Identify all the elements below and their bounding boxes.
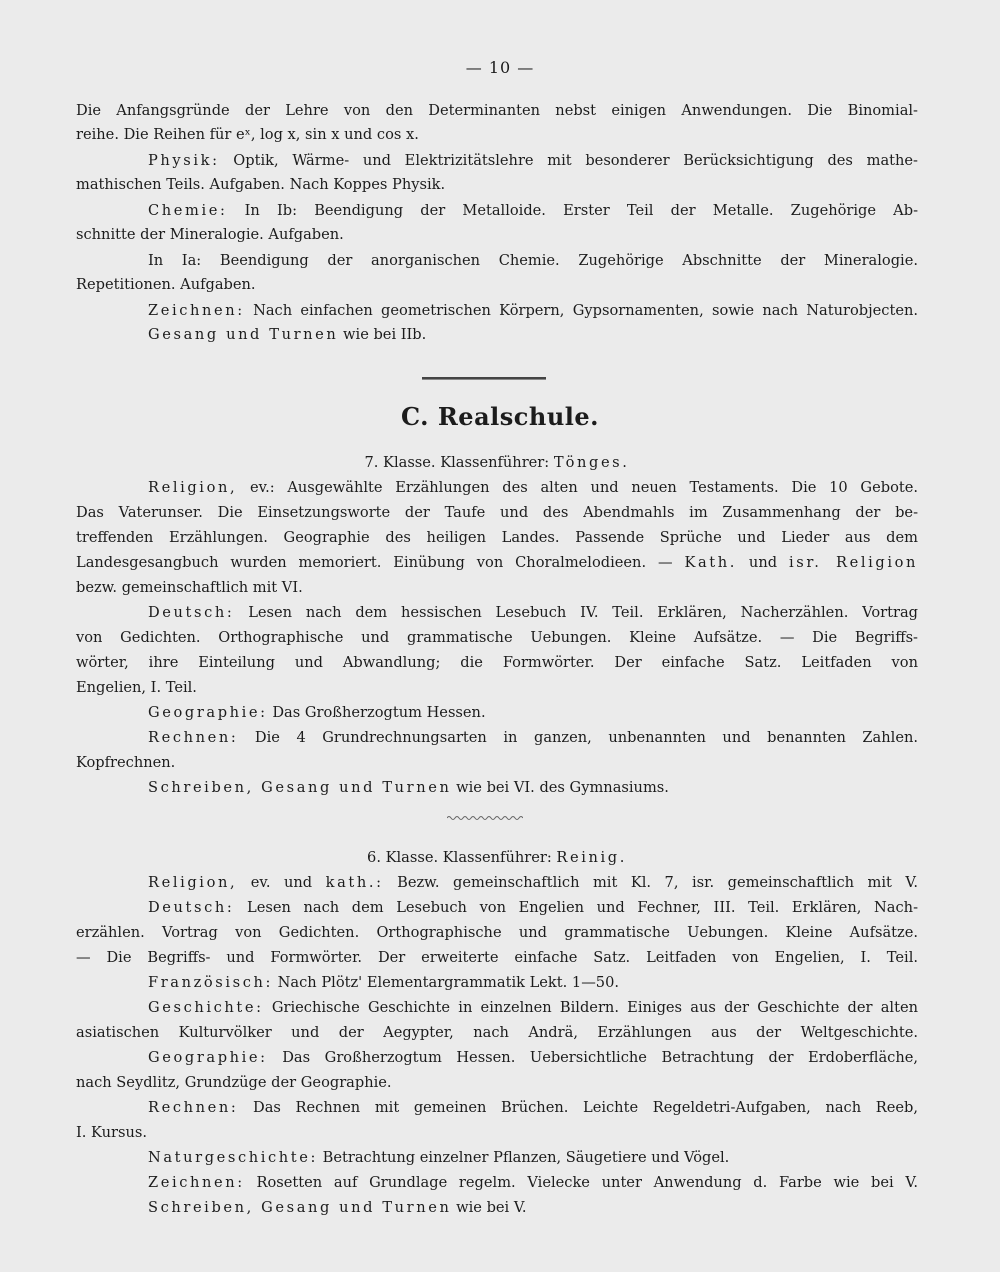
class-heading: [76, 847, 918, 869]
text-fragment: Griechische Geschichte in einzelnen Bildern. Einiges aus der Geschichte der alten: [271, 999, 918, 1016]
text-line: Engelien, I. Teil.: [76, 679, 197, 696]
text-fragment: und: [748, 554, 778, 571]
subject-label: Religion,: [148, 479, 238, 496]
text-fragment: wie bei VI. des Gymnasiums.: [456, 779, 669, 796]
geschichte-paragraph: [148, 997, 918, 1019]
text-fragment: Kath.: [684, 554, 738, 571]
text-line: treffenden Erzählungen. Geographie des heiligen Landes. Passende Sprüche und Lieder aus dem: [76, 529, 918, 546]
section-title: C. Realschule.: [400, 402, 600, 431]
text-fragment: kath.:: [325, 874, 384, 891]
text-fragment: Das Großherzogtum Hessen.: [272, 704, 486, 721]
text-fragment: In Ib: Beendigung der Metalloide. Erster Teil der Metalle. Zugehörige Ab-: [244, 202, 918, 219]
text-fragment: Landesgesangbuch wurden memoriert. Einübung von Choralmelodieen. —: [76, 554, 673, 571]
chemie-paragraph: [148, 200, 918, 222]
zeichnen-paragraph: [148, 1172, 918, 1194]
subject-label: Chemie:: [148, 202, 228, 219]
text-line: nach Seydlitz, Grundzüge der Geographie.: [76, 1074, 392, 1091]
text-fragment: Optik, Wärme- und Elektrizitätslehre mit besonderer Berücksichtigung des mathe-: [233, 152, 918, 169]
text-line: bezw. gemeinschaftlich mit VI.: [76, 579, 303, 596]
class-heading: [76, 452, 918, 474]
gesang-paragraph: [148, 324, 918, 346]
subject-label: Religion,: [148, 874, 238, 891]
subject-label: Deutsch:: [148, 604, 235, 621]
text-fragment: wie bei IIb.: [343, 326, 427, 343]
text-line: I. Kursus.: [76, 1124, 148, 1141]
naturgeschichte-paragraph: [148, 1147, 918, 1169]
text-fragment: Die 4 Grundrechnungsarten in ganzen, unbenannten und benannten Zahlen.: [254, 729, 918, 746]
subject-label: Schreiben, Gesang und Turnen: [148, 1199, 452, 1216]
rechnen-paragraph: [148, 727, 918, 749]
text-line: Kopfrechnen.: [76, 754, 176, 771]
text-fragment: wie bei V.: [456, 1199, 527, 1216]
text-line: In Ia: Beendigung der anorganischen Chemie. Zugehörige Abschnitte der Mineralogie.: [148, 252, 918, 269]
class-heading-text: 6. Klasse. Klassenführer:: [367, 849, 552, 866]
text-fragment: Betrachtung einzelner Pflanzen, Säugetiere und Vögel.: [322, 1149, 730, 1166]
text-line: erzählen. Vortrag von Gedichten. Orthographische und grammatische Uebungen. Kleine Aufsätze.: [76, 924, 918, 941]
subject-label: Naturgeschichte:: [148, 1149, 319, 1166]
text-fragment: Bezw. gemeinschaftlich mit Kl. 7, isr. gemeinschaftlich mit V.: [397, 874, 919, 891]
schreiben-paragraph: [148, 1197, 918, 1219]
franzoesisch-paragraph: [148, 972, 918, 994]
deutsch-paragraph: [148, 897, 918, 919]
class-heading-text: 7. Klasse. Klassenführer:: [364, 454, 550, 471]
section-divider: [422, 377, 546, 380]
subject-label: Geschichte:: [148, 999, 264, 1016]
text-line: [76, 552, 918, 574]
subject-label: Zeichnen:: [148, 1174, 245, 1191]
text-line: schnitte der Mineralogie. Aufgaben.: [76, 226, 344, 243]
religion-paragraph: [148, 477, 918, 499]
text-fragment: Nach Plötz' Elementargrammatik Lekt. 1—50.: [277, 974, 619, 991]
text-line: asiatischen Kulturvölker und der Aegypter, nach Andrä, Erzählungen aus der Weltgeschichte.: [76, 1024, 918, 1041]
subject-label: Geographie:: [148, 1049, 268, 1066]
text-fragment: Das Großherzogtum Hessen. Uebersichtliche Betrachtung der Erdoberfläche,: [282, 1049, 919, 1066]
text-fragment: Lesen nach dem Lesebuch von Engelien und Fechner, III. Teil. Erklären, Nach-: [247, 899, 919, 916]
zeichnen-paragraph: [148, 300, 918, 322]
subject-label: Deutsch:: [148, 899, 235, 916]
text-fragment: Das Rechnen mit gemeinen Brüchen. Leichte Regeldetri-Aufgaben, nach Reeb,: [253, 1099, 919, 1116]
text-line: Repetitionen. Aufgaben.: [76, 276, 256, 293]
geographie-paragraph: [148, 1047, 918, 1069]
text-line: mathischen Teils. Aufgaben. Nach Koppes Physik.: [76, 176, 446, 193]
text-fragment: Nach einfachen geometrischen Körpern, Gypsornamenten, sowie nach Naturobjecten.: [253, 302, 918, 319]
rechnen-paragraph: [148, 1097, 918, 1119]
deutsch-paragraph: [148, 602, 918, 624]
physik-paragraph: [148, 150, 918, 172]
religion-paragraph: [148, 872, 918, 894]
text-fragment: ev.: Ausgewählte Erzählungen des alten und neuen Testaments. Die 10 Gebote.: [249, 479, 918, 496]
subject-label: Zeichnen:: [148, 302, 245, 319]
page-number: — 10 —: [465, 58, 535, 77]
text-line: wörter, ihre Einteilung und Abwandlung; die Formwörter. Der einfache Satz. Leitfaden von: [76, 654, 918, 671]
class-teacher: Reinig.: [556, 849, 627, 866]
schreiben-paragraph: [148, 777, 918, 799]
subject-label: Geographie:: [148, 704, 268, 721]
text-fragment: ev. und: [250, 874, 313, 891]
class-teacher: Tönges.: [553, 454, 630, 471]
geographie-paragraph: [148, 702, 918, 724]
text-fragment: Rosetten auf Grundlage regelm. Vielecke unter Anwendung d. Farbe wie bei V.: [256, 1174, 919, 1191]
wavy-divider: [447, 814, 523, 822]
text-line: — Die Begriffs- und Formwörter. Der erweiterte einfache Satz. Leitfaden von Engelien, I. Teil.: [76, 949, 918, 966]
subject-label: Gesang und Turnen: [148, 326, 339, 343]
text-line: Die Anfangsgründe der Lehre von den Determinanten nebst einigen Anwendungen. Die Binomial-: [76, 102, 918, 119]
subject-label: Schreiben, Gesang und Turnen: [148, 779, 452, 796]
text-fragment: isr. Religion: [788, 554, 918, 571]
subject-label: Rechnen:: [148, 729, 239, 746]
subject-label: Rechnen:: [148, 1099, 239, 1116]
text-fragment: Lesen nach dem hessischen Lesebuch IV. Teil. Erklären, Nacherzählen. Vortrag: [248, 604, 918, 621]
text-line: Das Vaterunser. Die Einsetzungsworte der Taufe und des Abendmahls im Zusammenhang der be-: [76, 504, 918, 521]
text-line: von Gedichten. Orthographische und grammatische Uebungen. Kleine Aufsätze. — Die Begriffs-: [76, 629, 918, 646]
text-line: reihe. Die Reihen für eˣ, log x, sin x und cos x.: [76, 126, 419, 143]
subject-label: Französisch:: [148, 974, 274, 991]
subject-label: Physik:: [148, 152, 220, 169]
